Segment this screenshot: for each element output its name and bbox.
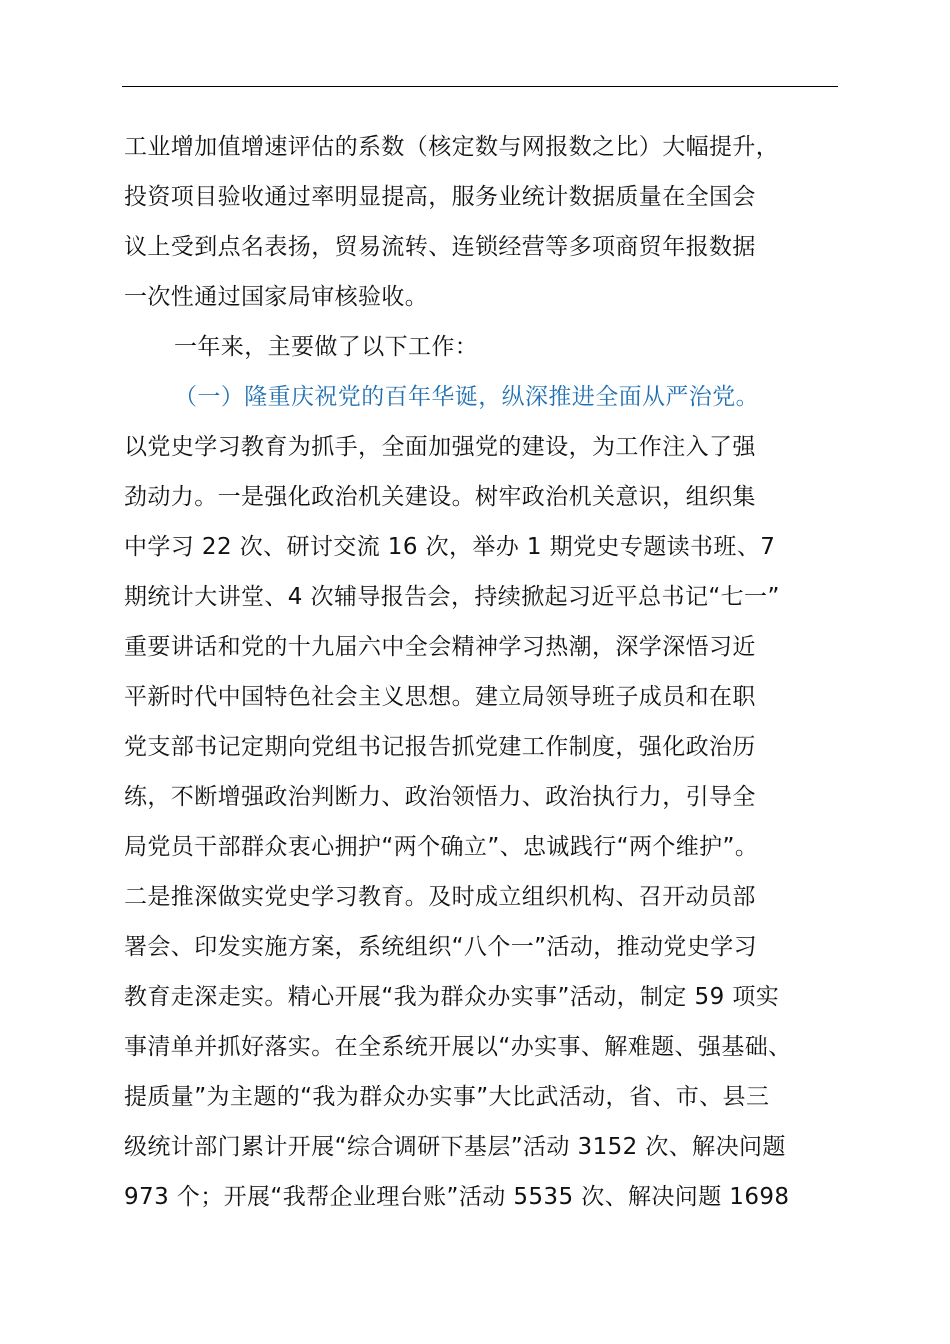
body-line: 局党员干部群众衷心拥护“两个确立”、忠诚践行“两个维护”。 — [124, 834, 759, 860]
body-line: 级统计部门累计开展“综合调研下基层”活动 3152 次、解决问题 — [124, 1134, 786, 1160]
body-line: 以党史学习教育为抓手，全面加强党的建设，为工作注入了强 — [124, 434, 756, 460]
body-line: 二是推深做实党史学习教育。及时成立组织机构、召开动员部 — [124, 884, 756, 910]
body-line: 党支部书记定期向党组书记报告抓党建工作制度，强化政治历 — [124, 734, 756, 760]
body-line: 期统计大讲堂、4 次辅导报告会，持续掀起习近平总书记“七一” — [124, 584, 780, 610]
body-line: 议上受到点名表扬，贸易流转、连锁经营等多项商贸年报数据 — [124, 234, 756, 260]
intro-line: 一年来，主要做了以下工作： — [174, 334, 479, 360]
body-line: 事清单并抓好落实。在全系统开展以“办实事、解难题、强基础、 — [124, 1034, 792, 1060]
body-line: 重要讲话和党的十九届六中全会精神学习热潮，深学深悟习近 — [124, 634, 756, 660]
body-line: 973 个；开展“我帮企业理台账”活动 5535 次、解决问题 1698 — [124, 1184, 790, 1210]
body-line: 中学习 22 次、研讨交流 16 次，举办 1 期党史专题读书班、7 — [124, 534, 776, 560]
body-line: 署会、印发实施方案，系统组织“八个一”活动，推动党史学习 — [124, 934, 758, 960]
body-line: 投资项目验收通过率明显提高，服务业统计数据质量在全国会 — [124, 184, 756, 210]
body-line: 教育走深走实。精心开展“我为群众办实事”活动，制定 59 项实 — [124, 984, 780, 1010]
section-heading: （一）隆重庆祝党的百年华诞，纵深推进全面从严治党。 — [174, 384, 759, 410]
body-line: 劲动力。一是强化政治机关建设。树牢政治机关意识，组织集 — [124, 484, 756, 510]
body-line: 平新时代中国特色社会主义思想。建立局领导班子成员和在职 — [124, 684, 756, 710]
header-rule — [122, 86, 838, 87]
body-line: 提质量”为主题的“我为群众办实事”大比武活动，省、市、县三 — [124, 1084, 770, 1110]
body-line: 一次性通过国家局审核验收。 — [124, 284, 429, 310]
body-line: 练，不断增强政治判断力、政治领悟力、政治执行力，引导全 — [124, 784, 756, 810]
body-line: 工业增加值增速评估的系数（核定数与网报数之比）大幅提升， — [124, 134, 780, 160]
